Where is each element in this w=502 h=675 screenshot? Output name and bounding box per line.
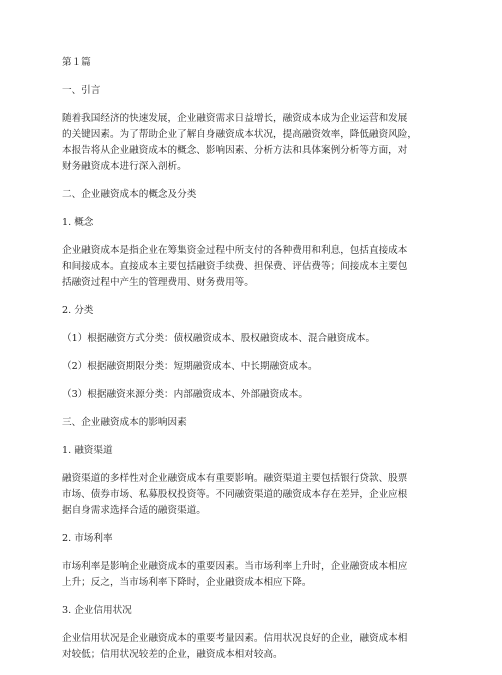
factor-title-interest-rate: 2. 市场利率 — [62, 533, 113, 544]
classification-item: （2）根据融资期限分类：短期融资成本、中长期融资成本。 — [62, 361, 318, 372]
paragraph-line: 据自身需求选择合适的融资渠道。 — [62, 505, 206, 516]
paragraph-line: 融资渠道的多样性对企业融资成本有重要影响。融资渠道主要包括银行贷款、股票 — [62, 473, 408, 484]
document-page — [62, 55, 440, 675]
classification-item: （1）根据融资方式分类：债权融资成本、股权融资成本、混合融资成本。 — [62, 333, 376, 344]
factor-paragraph-interest-rate — [62, 559, 440, 591]
paragraph-line: 随着我国经济的快速发展，企业融资需求日益增长，融资成本成为企业运营和发展 — [62, 113, 408, 124]
paragraph-line: 本报告将从企业融资成本的概念、影响因素、分析方法和具体案例分析等方面，对 — [62, 145, 408, 156]
section-title-concept: 二、企业融资成本的概念及分类 — [62, 189, 197, 200]
paragraph-line: 市场利率是影响企业融资成本的重要因素。当市场利率上升时，企业融资成本相应 — [62, 561, 408, 572]
concept-paragraph — [62, 243, 440, 291]
paragraph-line: 财务融资成本进行深入剖析。 — [62, 161, 187, 172]
intro-paragraph — [62, 111, 440, 175]
subsection-title-classification: 2. 分类 — [62, 305, 94, 316]
subsection-title-concept: 1. 概念 — [62, 217, 94, 228]
paragraph-line: 的关键因素。为了帮助企业了解自身融资成本状况，提高融资效率，降低融资风险， — [62, 129, 417, 140]
paragraph-line: 市场、债券市场、私募股权投资等。不同融资渠道的融资成本存在差异，企业应根 — [62, 489, 408, 500]
paragraph-line: 企业信用状况是企业融资成本的重要考量因素。信用状况良好的企业，融资成本相 — [62, 633, 408, 644]
paragraph-line: 上升；反之，当市场利率下降时，企业融资成本相应下降。 — [62, 577, 312, 588]
factor-title-credit: 3. 企业信用状况 — [62, 605, 132, 616]
classification-item: （3）根据融资来源分类：内部融资成本、外部融资成本。 — [62, 389, 308, 400]
factor-paragraph-channels — [62, 471, 440, 519]
part-heading: 第１篇 — [62, 57, 91, 68]
paragraph-line: 对较低；信用状况较差的企业，融资成本相对较高。 — [62, 649, 283, 660]
factor-title-channels: 1. 融资渠道 — [62, 445, 113, 456]
section-title-intro: 一、引言 — [62, 85, 101, 96]
paragraph-line: 企业融资成本是指企业在筹集资金过程中所支付的各种费用和利息，包括直接成本 — [62, 245, 408, 256]
section-title-factors: 三、企业融资成本的影响因素 — [62, 417, 187, 428]
paragraph-line: 括融资过程中产生的管理费用、财务费用等。 — [62, 277, 254, 288]
paragraph-line: 和间接成本。直接成本主要包括融资手续费、担保费、评估费等；间接成本主要包 — [62, 261, 408, 272]
factor-paragraph-credit — [62, 631, 440, 663]
